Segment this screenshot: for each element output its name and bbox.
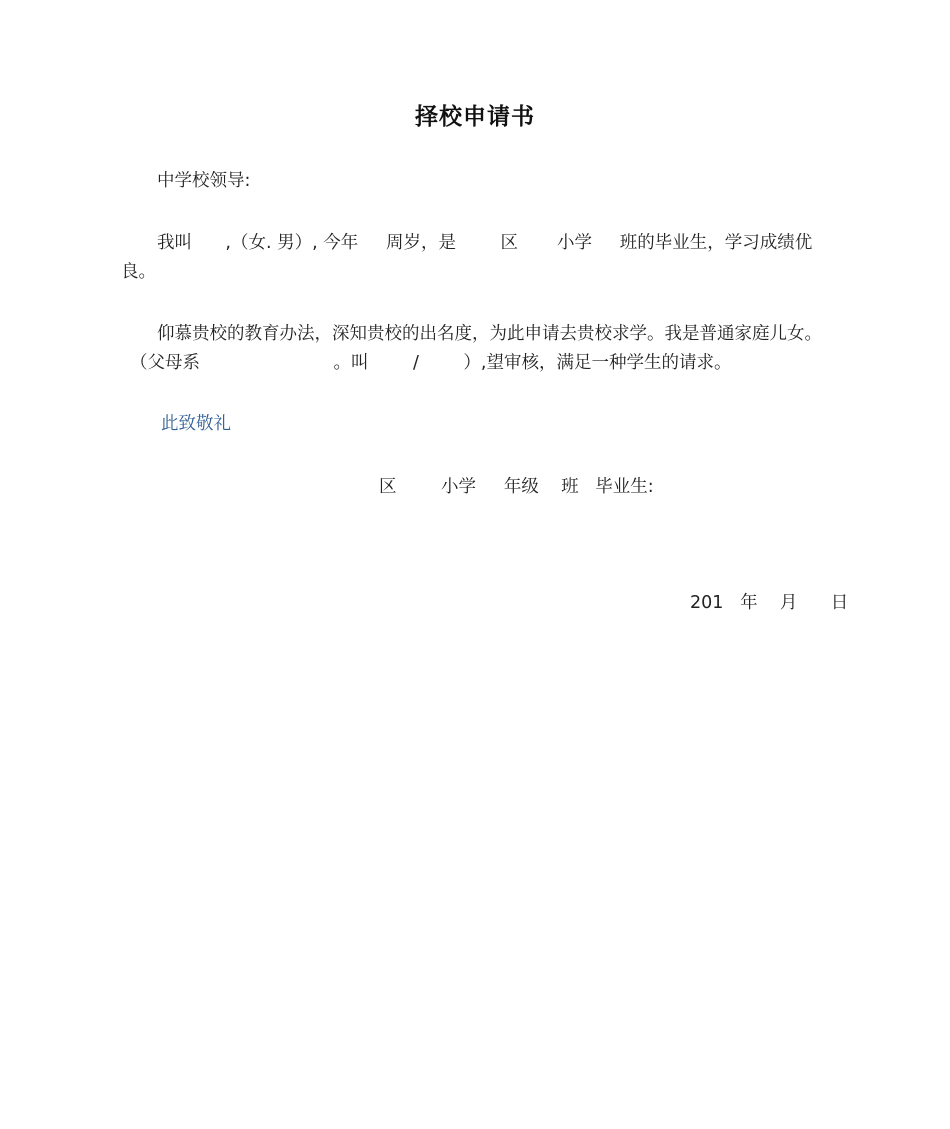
paragraph-1-line-2: 良。: [121, 262, 156, 282]
document-title: 择校申请书: [415, 104, 535, 130]
signature-line: 区 小学 年级 班 毕业生:: [379, 477, 654, 497]
date-line: 201 年 月 日: [690, 593, 849, 613]
salutation: 中学校领导:: [157, 171, 251, 191]
closing-salutation: 此致敬礼: [161, 414, 231, 434]
paragraph-2-line-2: （父母系 。叫 / ）,望审核，满足一种学生的请求。: [130, 353, 732, 373]
paragraph-1-line-1: 我叫 ,（女. 男）, 今年 周岁，是 区 小学 班的毕业生，学习成绩优: [157, 233, 813, 253]
paragraph-2-line-1: 仰慕贵校的教育办法，深知贵校的出名度，为此申请去贵校求学。我是普通家庭儿女。: [157, 324, 822, 344]
